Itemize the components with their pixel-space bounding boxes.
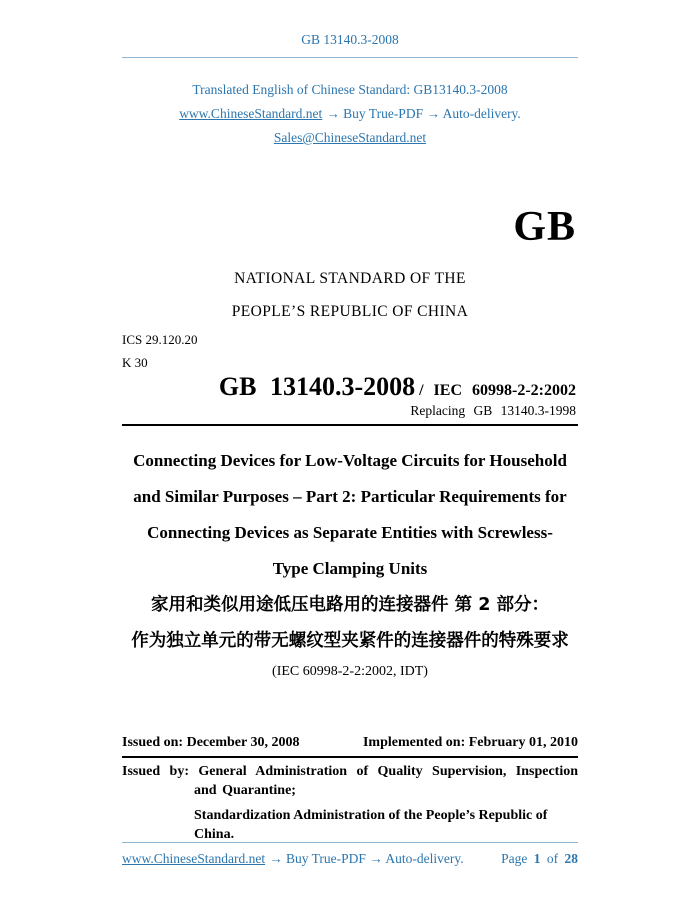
title-english-line: Connecting Devices for Low-Voltage Circuits for Household: [133, 451, 567, 470]
issuance-dates-row: [122, 734, 578, 751]
title-english-line: and Similar Purposes – Part 2: Particular Requirements for: [133, 487, 567, 506]
ics-code: ICS 29.120.20: [122, 332, 198, 347]
footer-buy-line: [122, 850, 464, 867]
title-chinese-line: 家用和类似用途低压电路用的连接器件 第 2 部分：: [151, 595, 549, 615]
class-code: K 30: [122, 355, 148, 370]
national-standard-line1: NATIONAL STANDARD OF THE: [234, 270, 466, 287]
title-chinese: [122, 587, 578, 659]
issuer-primary: General Administration of Quality Supervision, Inspection and Quarantine;: [194, 764, 578, 798]
replacing-note: Replacing GB 13140.3-1998: [410, 403, 576, 418]
iec-reference: / IEC 60998-2-2:2002: [419, 382, 576, 399]
page-indicator: [501, 850, 578, 867]
footer-buy-suffix: → Buy True-PDF → Auto-delivery.: [269, 851, 464, 866]
issued-by-block: [122, 762, 578, 800]
header-divider: [122, 57, 578, 58]
sales-email-link[interactable]: Sales@ChineseStandard.net: [273, 130, 427, 145]
page-total: 28: [564, 851, 578, 866]
buy-suffix: → Buy True-PDF → Auto-delivery.: [326, 106, 521, 121]
footer-site-link[interactable]: www.ChineseStandard.net: [122, 851, 266, 866]
issued-on-date: Issued on: December 30, 2008: [122, 735, 300, 750]
gb-logo: GB: [513, 204, 576, 250]
standard-number-line: [122, 372, 578, 402]
page-footer: [122, 842, 578, 867]
site-link[interactable]: www.ChineseStandard.net: [179, 106, 323, 121]
issuer-secondary: Standardization Administration of the People’s Republic of China.: [194, 808, 548, 842]
issuance-divider: [122, 756, 578, 758]
header-buy-line: [122, 105, 578, 122]
translated-line: Translated English of Chinese Standard: GB13140.3-2008: [192, 82, 508, 97]
implemented-on-date: Implemented on: February 01, 2010: [362, 735, 578, 750]
page-current: 1: [533, 851, 541, 866]
national-standard-line2: PEOPLE’S REPUBLIC OF CHINA: [231, 303, 469, 320]
of-label: of: [546, 851, 559, 866]
title-chinese-line: 作为独立单元的带无螺纹型夹紧件的连接器件的特殊要求: [131, 631, 569, 651]
header-email-line: [122, 129, 578, 146]
title-english-line: Type Clamping Units: [272, 559, 428, 578]
masthead-divider: [122, 424, 578, 426]
header-doc-code: GB 13140.3-2008: [301, 32, 399, 47]
title-english-line: Connecting Devices as Separate Entities with Screwless-: [147, 523, 553, 542]
idt-note: (IEC 60998-2-2:2002, IDT): [272, 664, 428, 679]
issued-by-label: Issued by:: [122, 764, 189, 779]
title-english: [122, 443, 578, 587]
standard-number: GB 13140.3-2008: [218, 372, 416, 401]
page-label: Page: [501, 851, 528, 866]
